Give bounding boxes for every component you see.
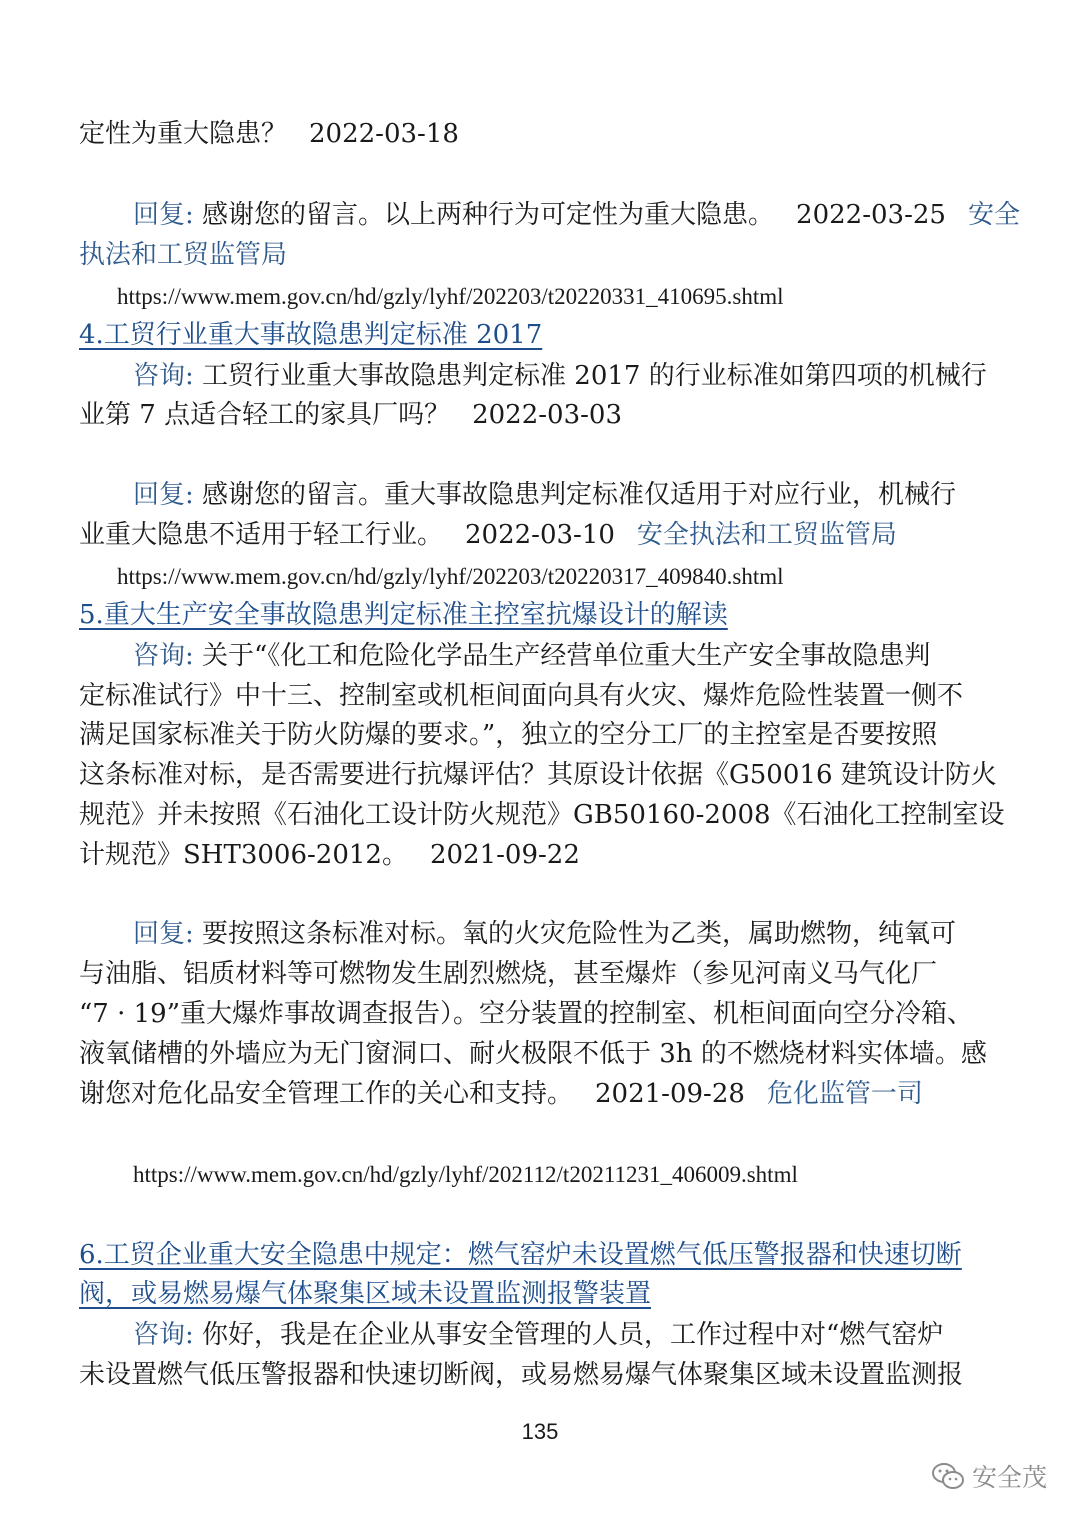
- paragraph-line: [79, 1076, 923, 1112]
- body-text: 感谢您的留言。以上两种行为可定性为重大隐患。: [202, 200, 775, 230]
- body-text: 感谢您的留言。重大事故隐患判定标准仅适用于对应行业，机械行: [202, 480, 957, 510]
- date-text: 2021-09-22: [429, 840, 580, 870]
- department-name: 安全: [967, 200, 1020, 230]
- reply-label: 回复:: [133, 200, 194, 230]
- paragraph-line: [79, 517, 897, 553]
- paragraph-line: 液氧储槽的外墙应为无门窗洞口、耐火极限不低于 3h 的不燃烧材料实体墙。感: [79, 1039, 987, 1069]
- reply-label: 回复:: [133, 919, 194, 949]
- reference-url[interactable]: https://www.mem.gov.cn/hd/gzly/lyhf/202112/t20211231_406009.shtml: [133, 1162, 798, 1187]
- watermark-text: 安全茂: [972, 1463, 1048, 1492]
- paragraph-line: [133, 358, 987, 394]
- reference-url[interactable]: https://www.mem.gov.cn/hd/gzly/lyhf/202203/t20220317_409840.shtml: [117, 564, 784, 589]
- date-text: 2021-09-28: [595, 1079, 745, 1109]
- paragraph-line: 这条标准对标，是否需要进行抗爆评估？其原设计依据《G50016 建筑设计防火: [79, 760, 997, 790]
- date-text: 2022-03-25: [796, 200, 946, 230]
- body-text: 要按照这条标准对标。氧的火灾危险性为乙类，属助燃物，纯氧可: [202, 919, 957, 949]
- reference-url[interactable]: https://www.mem.gov.cn/hd/gzly/lyhf/202203/t20220331_410695.shtml: [117, 284, 784, 309]
- paragraph-line: [133, 916, 956, 952]
- wechat-icon: [930, 1461, 966, 1491]
- section-heading-6-cont[interactable]: 阀，或易燃易爆气体聚集区域未设置监测报警装置: [79, 1279, 652, 1309]
- body-text: 谢您对危化品安全管理工作的关心和支持。: [79, 1079, 574, 1109]
- paragraph-line: [79, 837, 580, 873]
- body-text: 你好，我是在企业从事安全管理的人员，工作过程中对“燃气窑炉: [202, 1320, 944, 1350]
- section-heading-5[interactable]: 5.重大生产安全事故隐患判定标准主控室抗爆设计的解读: [79, 600, 728, 630]
- paragraph-line: 与油脂、铝质材料等可燃物发生剧烈燃烧，甚至爆炸（参见河南义马气化厂: [79, 959, 938, 989]
- paragraph-line: 规范》并未按照《石油化工设计防火规范》GB50160-2008《石油化工控制室设: [79, 800, 1005, 830]
- paragraph-line: 未设置燃气低压警报器和快速切断阀，或易燃易爆气体聚集区域未设置监测报: [79, 1360, 964, 1390]
- body-text: 工贸行业重大事故隐患判定标准 2017 的行业标准如第四项的机械行: [202, 361, 987, 391]
- date-text: 2022-03-18: [309, 119, 459, 149]
- watermark: [930, 1456, 1047, 1496]
- section-heading-4[interactable]: 4.工贸行业重大事故隐患判定标准 2017: [79, 320, 543, 350]
- department-name: 执法和工贸监管局: [79, 240, 288, 270]
- department-name: 安全执法和工贸监管局: [636, 520, 897, 550]
- inquiry-label: 咨询:: [133, 641, 194, 671]
- body-text: 业第 7 点适合轻工的家具厂吗？: [79, 400, 451, 430]
- page-number: 135: [521, 1419, 559, 1444]
- date-text: 2022-03-03: [472, 400, 622, 430]
- date-text: 2022-03-10: [465, 520, 615, 550]
- paragraph-line: 定标准试行》中十三、控制室或机柜间面向具有火灾、爆炸危险性装置一侧不: [79, 681, 964, 711]
- paragraph-line: [79, 116, 459, 152]
- body-text: 业重大隐患不适用于轻工行业。: [79, 520, 444, 550]
- paragraph-line: [133, 638, 930, 674]
- paragraph-line: 满足国家标准关于防火防爆的要求。”，独立的空分工厂的主控室是否要按照: [79, 720, 938, 750]
- reply-label: 回复:: [133, 480, 194, 510]
- paragraph-line: [133, 197, 1020, 233]
- inquiry-label: 咨询:: [133, 1320, 194, 1350]
- paragraph-line: [133, 1317, 943, 1353]
- paragraph-line: [79, 237, 287, 273]
- paragraph-line: “7 · 19”重大爆炸事故调查报告）。空分装置的控制室、机柜间面向空分冷箱、: [79, 999, 974, 1029]
- body-text: 计规范》SHT3006-2012。: [79, 840, 408, 870]
- paragraph-line: [133, 477, 956, 513]
- body-text: 定性为重大隐患？: [79, 119, 288, 149]
- body-text: 关于“《化工和危险化学品生产经营单位重大生产安全事故隐患判: [202, 641, 931, 671]
- inquiry-label: 咨询:: [133, 361, 194, 391]
- section-heading-6[interactable]: 6.工贸企业重大安全隐患中规定：燃气窑炉未设置燃气低压警报器和快速切断: [79, 1240, 962, 1270]
- department-name: 危化监管一司: [766, 1079, 923, 1109]
- paragraph-line: [79, 397, 622, 433]
